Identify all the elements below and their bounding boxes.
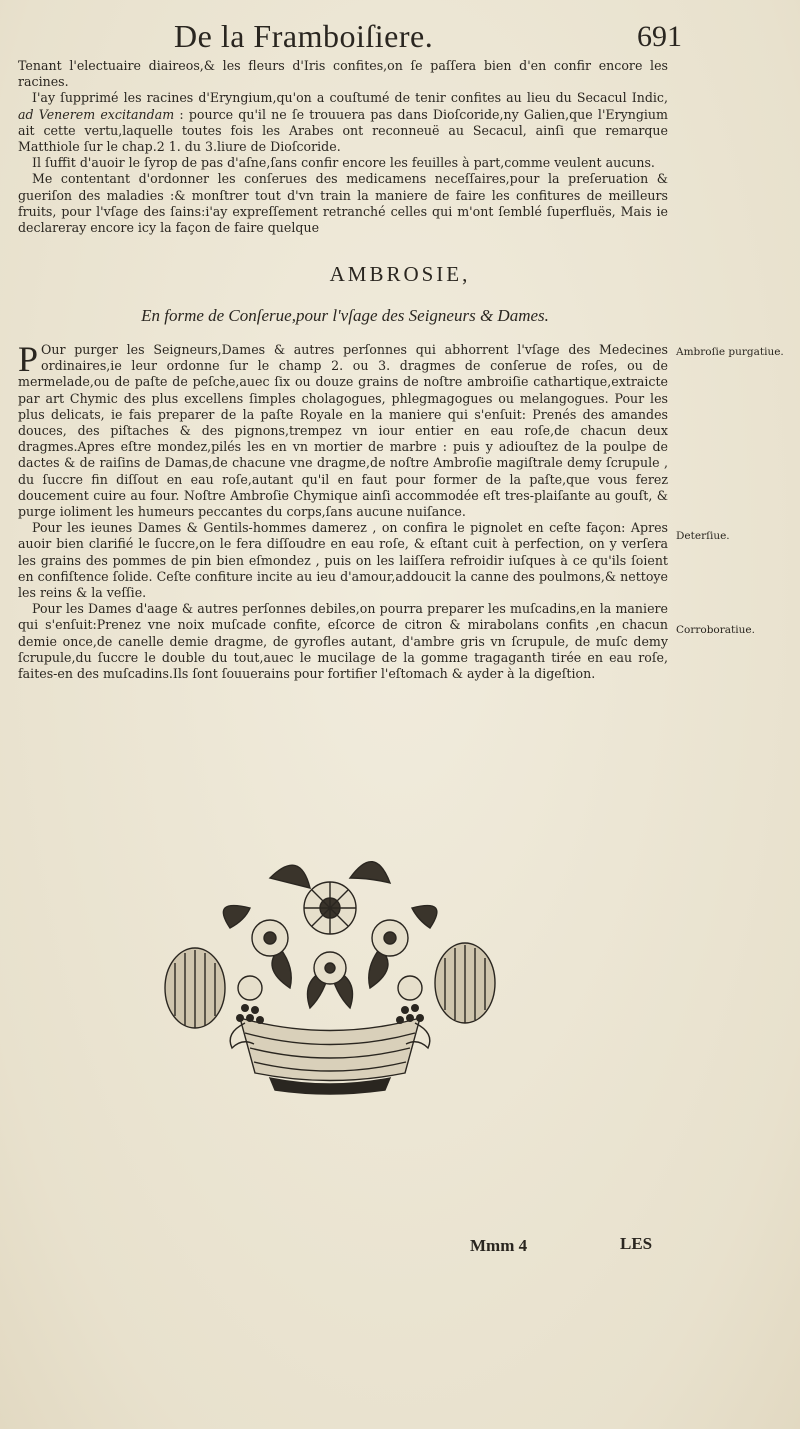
paragraph: [18, 90, 668, 155]
signature-mark: Mmm 4: [470, 1236, 528, 1255]
margin-note-purgative: Ambroſie purgatiue.: [676, 346, 784, 358]
section-subtitle: En forme de Conſerue,pour l'vſage des Seigneurs & Dames.: [141, 306, 549, 325]
running-head: [170, 14, 690, 58]
paragraph: Tenant l'electuaire diaireos,& les fleurs d'Iris confites,on ſe paſſera bien d'en confir encore les racines.: [18, 58, 668, 90]
drop-cap: P: [18, 339, 39, 379]
paragraph-text: Our purger les Seigneurs,Dames & autres perſonnes qui abhorrent l'vſage des Medecines ordinaires,ie leur ordonne ſur le champ 2. ou 3. dragmes de conſerue de roſes, ou de mermelade,ou de paſte de peſche,auec ſix ou douze grains de noſtre ambroiſie cathartique,extraicte par art Chymic des plus excellens ſimples cholagogues, phlegmagogues ou melangogues. Pour les plus delicats, ie fais preparer de la paſte Royale en la maniere qui s'enſuit: Prenés des amandes douces, des piſtaches & des pignons,trempez vn iour entier en eau roſe,de chacun deux dragmes.Apres eſtre mondez,pilés les en vn mortier de marbre : puis y adiouſtez de la poulpe de dactes & de raiſins de Damas,de chacune vne dragme,de noſtre Ambroſie magiſtrale demy ſcrupule , du ſuccre fin diſſout en eau roſe,autant qu'il en faut pour former de la paſte,que vous ferez doucement cuire au four. Noſtre Ambroſie Chymique ainſi accommodée eſt tres-plaiſante au gouſt, & purge ioliment les humeurs peccantes du corps,ſans aucune nuiſance.: [18, 342, 668, 520]
paragraph: Me contentant d'ordonner les conſerues des medicamens neceſſaires,pour la preſeruation & gueriſon des maladies :& monſtrer tout d'vn train la maniere de faire les confitures de meilleurs fruits, pour l'vſage des ſains:i'ay expreſſement retranché celles qui m'ont ſemblé ſuperfluës, Mais ie declareray encore icy la façon de faire quelque: [18, 171, 668, 236]
intro-text-block: [18, 58, 668, 236]
catchword: LES: [620, 1234, 653, 1253]
paragraph-text: : pource qu'il ne ſe trouuera pas dans Dioſcoride,ny Galien,que l'Eryngium ait cette vertu,laquelle toutes fois les Arabes ont reconneuë au Secacul, ainſi que remarque Matthiole ſur le chap.2 1. du 3.liure de Dioſcoride.: [18, 106, 668, 155]
margin-note-corroborative: Corroboratiue.: [676, 624, 755, 636]
margin-note-detersive: Deterſiue.: [676, 530, 730, 542]
latin-phrase: ad Venerem excitandam: [18, 106, 175, 122]
paragraph: [18, 339, 668, 520]
paragraph: Pour les Dames d'aage & autres perſonnes debiles,on pourra preparer les muſcadins,en la maniere qui s'enſuit:Prenez vne noix muſcade confite, eſcorce de citron & mirabolans confits ,en chacun demie once,de canelle demie dragme, de gyrofles autant, d'ambre gris vn ſcrupule, de muſc demy ſcrupule,du ſuccre le double du tout,auec le mucilage de la gomme tragaganth tirée en eau roſe, faites-en des muſcadins.Ils ſont ſouuerains pour fortifier l'eſtomach & ayder à la digeſtion.: [18, 601, 668, 682]
flower-basket-woodcut: [150, 838, 510, 1098]
paragraph: Il ſuffit d'auoir le ſyrop de pas d'aſne,ſans confir encore les feuilles à part,comme veulent aucuns.: [32, 155, 655, 171]
page-number: 691: [637, 20, 682, 53]
paragraph-text: I'ay ſupprimé les racines d'Eryngium,qu'on a couſtumé de tenir confites au lieu du Secacul Indic,: [32, 90, 668, 106]
paragraph: Pour les ieunes Dames & Gentils-hommes damerez , on confira le pignolet en ceſte façon: Apres auoir bien clarifié le ſuccre,on le fera diſſoudre en eau roſe, & eſtant cuit à perfection, on y verſera les grains des pommes de pin bien eſmondez , puis on les laiſſera refroidir iuſques à ce qu'ils ſoient en confiſtence ſolide. Ceſte confiture incite au ieu d'amour,addoucit la canne des poulmons,& nettoye les reins & la veſſie.: [18, 520, 668, 601]
section-title: AMBROSIE,: [329, 262, 471, 286]
ambrosie-text-block: [18, 339, 668, 682]
running-title: De la Framboiſiere.: [174, 18, 434, 54]
